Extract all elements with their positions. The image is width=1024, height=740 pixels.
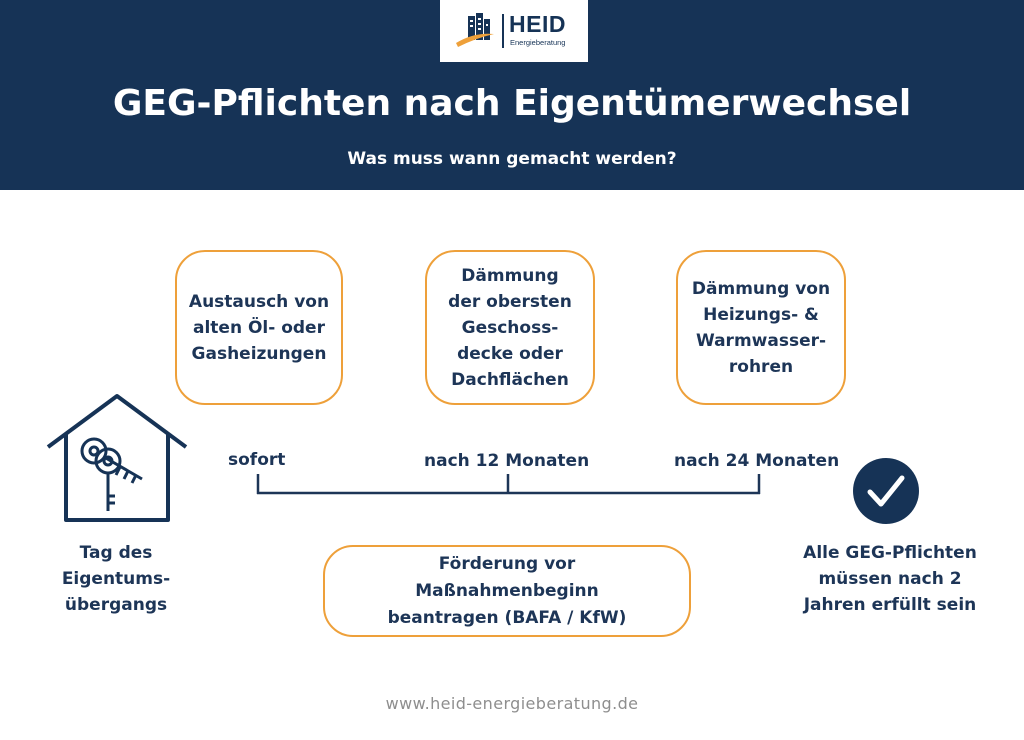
page-title: GEG-Pflichten nach Eigentümerwechsel — [112, 83, 912, 124]
timeline-label-12-months: nach 12 Monaten — [424, 451, 590, 471]
timeline-label-24-months: nach 24 Monaten — [674, 451, 840, 471]
completion-note: Alle GEG-Pflichten müssen nach 2 Jahren erfüllt sein — [803, 543, 977, 615]
brand-name: HEID — [509, 11, 566, 37]
obligation-text: Austausch von alten Öl- oder Gasheizungen — [188, 291, 330, 364]
obligation-text: Dämmung von Heizungs- & Warmwasser- rohren — [691, 278, 831, 377]
funding-text: Förderung vor Maßnahmenbeginn beantragen (BAFA / KfW) — [387, 553, 627, 628]
checkmark-circle-icon — [852, 457, 920, 525]
website-link[interactable]: www.heid-energieberatung.de — [385, 694, 639, 713]
brand-tagline: Energieberatung — [510, 38, 566, 47]
house-keys-icon — [44, 393, 190, 523]
page-subtitle: Was muss wann gemacht werden? — [347, 149, 677, 169]
timeline-label-immediately: sofort — [228, 450, 286, 470]
ownership-transfer-label: Tag des Eigentums- übergangs — [61, 543, 171, 615]
obligation-text: Dämmung der obersten Geschoss- decke oder Dachflächen — [448, 265, 572, 390]
funding-box — [323, 545, 691, 637]
